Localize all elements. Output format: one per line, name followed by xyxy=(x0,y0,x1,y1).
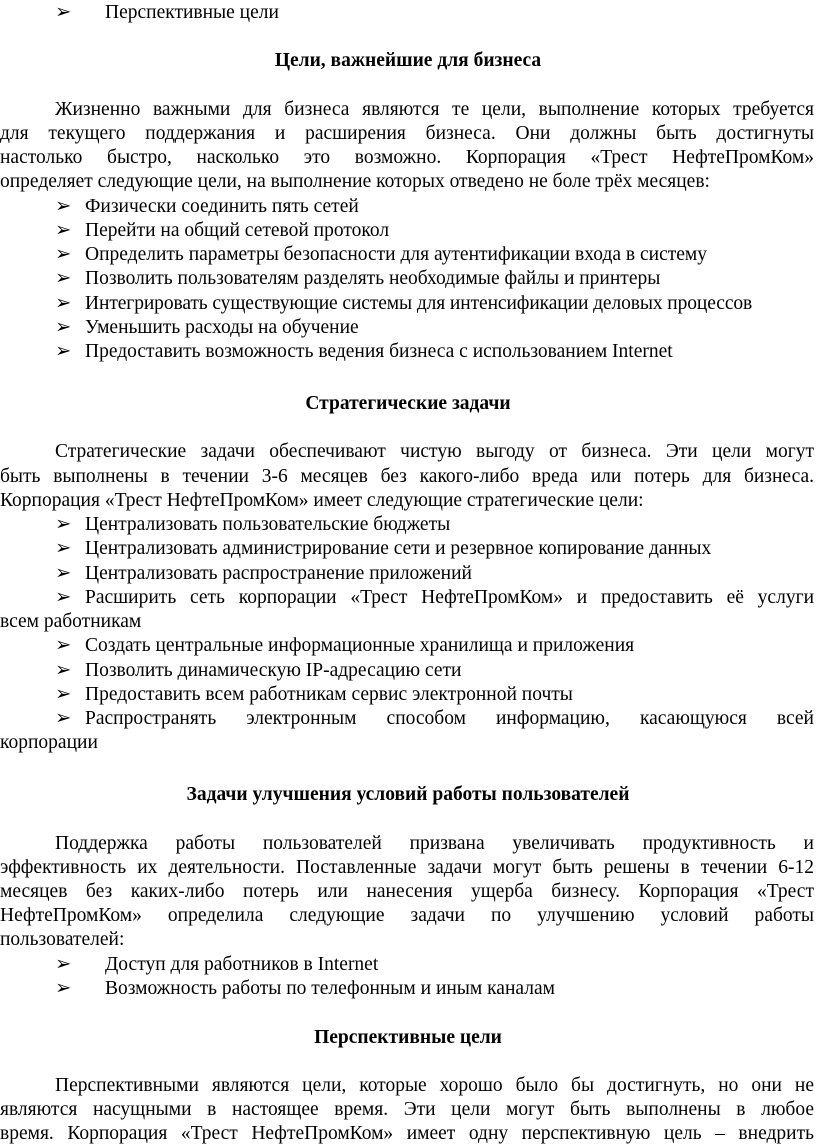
bullet-arrow-icon: ➢ xyxy=(55,2,72,23)
section-heading: Цели, важнейшие для бизнеса xyxy=(274,50,542,71)
list-item: ➢ Позволить пользователям разделять необходимые файлы и принтеры xyxy=(55,267,660,291)
list-item: ➢ Перейти на общий сетевой протокол xyxy=(55,219,389,243)
list-item: ➢ Физически соединить пять сетей xyxy=(55,195,359,219)
paragraph-line: время. Корпорация «Трест НефтеПромКом» имеет одну перспективную цель – внедрить xyxy=(0,1123,814,1144)
list-item: ➢ Доступ для работников в Internet xyxy=(55,953,378,977)
list-item: ➢ Централизовать пользовательские бюджеты xyxy=(55,513,450,537)
list-item: ➢ Создать центральные информационные хранилища и приложения xyxy=(55,634,634,658)
list-item: ➢ Позволить динамическую IP-адресацию сети xyxy=(55,659,461,683)
bullet-arrow-icon: ➢ xyxy=(55,635,72,656)
paragraph-line: для текущего поддержания и расширения бизнеса. Они должны быть достигнуты xyxy=(0,123,814,144)
paragraph-line: Стратегические задачи обеспечивают чистую выгоду от бизнеса. Эти цели могут xyxy=(55,441,814,462)
bullet-arrow-icon: ➢ xyxy=(55,317,72,338)
bullet-arrow-icon: ➢ xyxy=(55,268,72,289)
bullet-arrow-icon: ➢ xyxy=(55,293,72,314)
bullet-arrow-icon: ➢ xyxy=(55,341,72,362)
bullet-arrow-icon: ➢ xyxy=(55,220,72,241)
bullet-arrow-icon: ➢ xyxy=(55,954,72,975)
bullet-arrow-icon: ➢ xyxy=(55,196,72,217)
list-item-continuation: всем работникам xyxy=(0,611,142,632)
paragraph-line: пользователей: xyxy=(0,929,125,950)
list-item: ➢ Централизовать распространение приложений xyxy=(55,562,472,586)
bullet-arrow-icon: ➢ xyxy=(55,538,72,559)
bullet-arrow-icon: ➢ xyxy=(55,514,72,535)
list-item: ➢ Предоставить всем работникам сервис электронной почты xyxy=(55,683,573,707)
paragraph-line: месяцев без каких-либо потерь или нанесения ущерба бизнесу. Корпорация «Трест xyxy=(0,881,814,902)
list-item: ➢ Уменьшить расходы на обучение xyxy=(55,316,359,340)
bullet-arrow-icon: ➢ xyxy=(55,244,72,265)
list-item-continuation: корпорации xyxy=(0,732,98,753)
list-item: ➢ Предоставить возможность ведения бизнеса с использованием Internet xyxy=(55,340,673,364)
list-item: ➢ Определить параметры безопасности для аутентификации входа в систему xyxy=(55,243,707,267)
list-item: ➢ Расширить сеть корпорации «Трест НефтеПромКом» и предоставить её услуги xyxy=(55,586,814,610)
paragraph-line: НефтеПромКом» определила следующие задачи по улучшению условий работы xyxy=(0,905,814,926)
list-item: ➢ Централизовать администрирование сети и резервное копирование данных xyxy=(55,537,711,561)
section-heading: Задачи улучшения условий работы пользователей xyxy=(186,784,630,805)
list-item: ➢ Возможность работы по телефонным и иным каналам xyxy=(55,977,555,1001)
list-item: ➢ Интегрировать существующие системы для интенсификации деловых процессов xyxy=(55,292,752,316)
paragraph-line: эффективность их деятельности. Поставленные задачи могут быть решены в течении 6-12 xyxy=(0,857,814,878)
bullet-arrow-icon: ➢ xyxy=(55,708,72,729)
paragraph-line: Жизненно важными для бизнеса являются те цели, выполнение которых требуется xyxy=(55,99,814,120)
paragraph-line: быть выполнены в течении 3-6 месяцев без какого-либо вреда или потерь для бизнеса. xyxy=(0,466,814,487)
paragraph-line: определяет следующие цели, на выполнение которых отведено не боле трёх месяцев: xyxy=(0,171,710,192)
paragraph-line: являются насущными в настоящее время. Эти цели могут быть выполнены в любое xyxy=(0,1099,814,1120)
paragraph-line: Корпорация «Трест НефтеПромКом» имеет следующие стратегические цели: xyxy=(0,490,644,511)
bullet-arrow-icon: ➢ xyxy=(55,660,72,681)
bullet-arrow-icon: ➢ xyxy=(55,587,72,608)
section-heading: Перспективные цели xyxy=(314,1027,502,1048)
bullet-arrow-icon: ➢ xyxy=(55,563,72,584)
paragraph-line: Перспективными являются цели, которые хорошо было бы достигнуть, но они не xyxy=(55,1075,814,1096)
bullet-arrow-icon: ➢ xyxy=(55,684,72,705)
list-item: ➢ Перспективные цели xyxy=(55,1,279,25)
section-heading: Стратегические задачи xyxy=(305,393,511,414)
paragraph-line: Поддержка работы пользователей призвана увеличивать продуктивность и xyxy=(55,833,814,854)
paragraph-line: настолько быстро, насколько это возможно. Корпорация «Трест НефтеПромКом» xyxy=(0,147,814,168)
list-item: ➢ Распространять электронным способом информацию, касающуюся всей xyxy=(55,707,814,731)
bullet-arrow-icon: ➢ xyxy=(55,978,72,999)
